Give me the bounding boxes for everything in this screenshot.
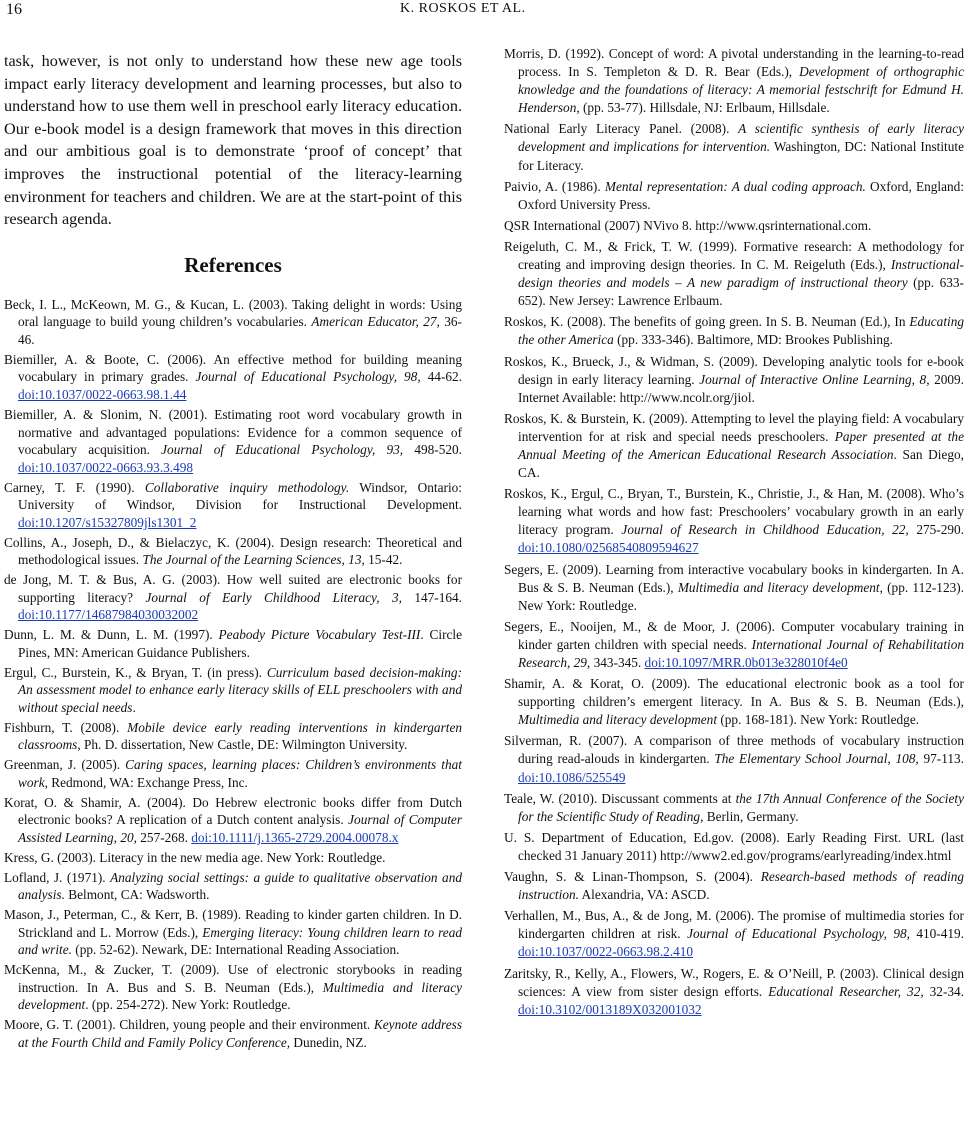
reference-pages: Belmont, CA: Wadsworth. bbox=[64, 887, 210, 903]
reference-text: Roskos, K., Ergul, C., Bryan, T., Burstein, K., Christie, J., & Han, M. (2008). Who’s learning what words and how fast: Preschoolers’ vocabulary growth in an early literacy program. bbox=[504, 486, 964, 538]
reference-pages: Alexandria, VA: ASCD. bbox=[578, 887, 710, 903]
reference-entry bbox=[504, 217, 964, 235]
doi-link[interactable]: doi:10.1177/14687984030032002 bbox=[18, 607, 199, 623]
reference-text: Biemiller, A. & Boote, C. (2006). An effective method for building meaning vocabulary in primary grades. bbox=[4, 351, 462, 385]
reference-source-title: Educational Researcher, 32, bbox=[768, 983, 924, 999]
reference-entry bbox=[4, 479, 462, 532]
page-header bbox=[0, 0, 968, 30]
reference-entry bbox=[4, 849, 462, 867]
reference-source-title: Development of orthographic knowledge and the foundations of literacy: A memorial festschrift for Edmund H. Henderson bbox=[518, 64, 964, 116]
reference-source-title: The Journal of the Learning Sciences, 13, bbox=[142, 552, 365, 568]
reference-text: Biemiller, A. & Slonim, N. (2001). Estimating root word vocabulary growth in normative and advantaged populations: Evidence for a common sequence of vocabulary acquisition. bbox=[4, 406, 462, 458]
reference-text: Carney, T. F. (1990). bbox=[4, 479, 145, 495]
reference-text: Segers, E. (2009). Learning from interactive vocabulary books in kindergarten. In A. Bus & S. B. Neuman (Eds.), bbox=[504, 561, 964, 595]
reference-source-title: Mental representation: A dual coding approach. bbox=[604, 178, 866, 194]
doi-link[interactable]: doi:10.1207/s15327809jls1301_2 bbox=[18, 514, 197, 530]
reference-pages: 15-42. bbox=[364, 552, 403, 568]
reference-pages: 44-62. bbox=[420, 369, 462, 385]
reference-source-title: Research-based methods of reading instruction. bbox=[518, 869, 964, 903]
reference-pages: 275-290. bbox=[908, 522, 964, 538]
reference-source-title: Peabody Picture Vocabulary Test-III bbox=[218, 627, 421, 643]
reference-pages: 36-46. bbox=[18, 314, 462, 347]
reference-pages: 257-268. bbox=[136, 829, 192, 845]
reference-source-title: Journal of Educational Psychology, 98, bbox=[687, 926, 910, 942]
doi-link[interactable]: doi:10.1097/MRR.0b013e328010f4e0 bbox=[644, 655, 848, 670]
reference-source-title: Emerging literacy: Young children learn to read and write. bbox=[18, 924, 463, 958]
reference-text: McKenna, M., & Zucker, T. (2009). Use of electronic storybooks in reading instruction. In A. Bus and S. B. Neuman (Eds.), bbox=[4, 962, 462, 995]
reference-pages: 343-345. bbox=[590, 655, 645, 670]
reference-entry bbox=[504, 732, 964, 786]
reference-text: Silverman, R. (2007). A comparison of three methods of vocabulary instruction during read-alouds in kindergarten. bbox=[504, 733, 964, 767]
reference-source-title: The Elementary School Journal, 108, bbox=[714, 751, 919, 767]
reference-text: Paivio, A. (1986). bbox=[504, 178, 605, 194]
references-heading: References bbox=[184, 252, 282, 277]
reference-source-title: Journal of Educational Psychology, 98, bbox=[195, 369, 421, 385]
reference-pages: . (pp. 254-272). New York: Routledge. bbox=[85, 997, 291, 1013]
reference-text: Moore, G. T. (2001). Children, young people and their environment. bbox=[4, 1017, 374, 1033]
reference-entry bbox=[4, 906, 462, 959]
reference-text: de Jong, M. T. & Bus, A. G. (2003). How well suited are electronic books for supporting literacy? bbox=[4, 572, 462, 605]
reference-pages: (pp. 633-652). New Jersey: Lawrence Erlbaum. bbox=[518, 275, 964, 309]
reference-entry bbox=[504, 410, 964, 482]
reference-entry bbox=[504, 618, 964, 672]
left-column bbox=[4, 46, 462, 1054]
reference-entry bbox=[504, 313, 964, 349]
reference-pages: , (pp. 53-77). Hillsdale, NJ: Erlbaum, Hillsdale. bbox=[576, 100, 830, 116]
running-head: K. ROSKOS ET AL. bbox=[400, 1, 526, 16]
reference-pages: 147-164. bbox=[401, 589, 463, 605]
reference-entry bbox=[4, 961, 462, 1014]
reference-source-title: Journal of Computer Assisted Learning, 20, bbox=[18, 812, 462, 845]
reference-text: QSR International (2007) NVivo 8. http://www.qsrinternational.com. bbox=[504, 217, 872, 233]
reference-source-title: Caring spaces, learning places: Children’s environments that work, bbox=[18, 757, 462, 790]
reference-text: Kress, G. (2003). Literacy in the new media age. New York: Routledge. bbox=[4, 849, 386, 865]
reference-source-title: Multimedia and literacy development bbox=[518, 712, 718, 728]
reference-text: Dunn, L. M. & Dunn, L. M. (1997). bbox=[4, 627, 219, 643]
reference-source-title: the 17th Annual Conference of the Society for the Scientific Study of Reading bbox=[518, 790, 965, 824]
reference-source-title: Journal of Interactive Online Learning, 8, bbox=[699, 371, 930, 387]
reference-source-title: Multimedia and literacy development bbox=[18, 979, 462, 1013]
reference-text: Collins, A., Joseph, D., & Bielaczyc, K. (2004). Design research: Theoretical and methodological issues. bbox=[4, 534, 462, 568]
reference-pages: Windsor, Ontario: University of Windsor, Division for Instructional Development. bbox=[18, 479, 462, 513]
reference-pages: 32-34. bbox=[923, 983, 964, 999]
reference-text: National Early Literacy Panel. (2008). bbox=[504, 121, 739, 137]
reference-text: Morris, D. (1992). Concept of word: A pivotal understanding in the learning-to-read process. In S. Templeton & D. R. Bear (Eds.), bbox=[504, 46, 964, 80]
reference-entry bbox=[504, 907, 964, 961]
reference-entry bbox=[504, 675, 964, 729]
reference-entry bbox=[504, 178, 964, 214]
reference-text: Shamir, A. & Korat, O. (2009). The educational electronic book as a tool for supporting children’s emergent literacy. In A. Bus & S. B. Neuman (Eds.), bbox=[504, 676, 964, 710]
references-list-right bbox=[504, 45, 964, 1019]
reference-pages: 2009. Internet Available: http://www.ncolr.org/jiol. bbox=[518, 371, 965, 405]
reference-source-title: International Journal of Rehabilitation Research, 29, bbox=[518, 636, 965, 670]
reference-source-title: Keynote address at the Fourth Child and Family Policy Conference, bbox=[18, 1017, 462, 1050]
reference-source-title: Journal of Research in Childhood Education, 22, bbox=[621, 522, 909, 538]
reference-entry bbox=[4, 869, 462, 904]
reference-entry bbox=[4, 719, 462, 754]
reference-entry bbox=[4, 351, 462, 404]
reference-pages: 498-520. bbox=[403, 442, 462, 458]
reference-entry bbox=[4, 794, 462, 847]
reference-entry bbox=[504, 829, 964, 865]
reference-source-title: Paper presented at the Annual Meeting of the American Educational Research Association bbox=[518, 428, 964, 462]
reference-pages: . Circle Pines, MN: American Guidance Publishers. bbox=[18, 627, 462, 660]
reference-text: Segers, E., Nooijen, M., & de Moor, J. (2006). Computer vocabulary training in kinder garten children with special needs. bbox=[504, 618, 964, 652]
reference-pages: Redmond, WA: Exchange Press, Inc. bbox=[47, 774, 248, 790]
reference-text: Vaughn, S. & Linan-Thompson, S. (2004). bbox=[504, 869, 761, 885]
reference-text: Mason, J., Peterman, C., & Kerr, B. (1989). Reading to kinder garten children. In D. Strickland and L. Morrow (Eds.), bbox=[4, 907, 462, 940]
reference-entry bbox=[504, 561, 964, 615]
reference-entry bbox=[4, 1016, 462, 1051]
reference-entry bbox=[504, 868, 964, 904]
reference-pages: , Berlin, Germany. bbox=[700, 808, 799, 824]
reference-source-title: Journal of Educational Psychology, 93, bbox=[161, 442, 404, 458]
reference-pages: (pp. 333-346). Baltimore, MD: Brookes Publishing. bbox=[613, 332, 894, 348]
reference-source-title: Multimedia and literacy development bbox=[677, 579, 880, 595]
reference-entry bbox=[504, 238, 964, 310]
page-number: 16 bbox=[6, 1, 22, 18]
body-paragraph: task, however, is not only to understand how these new age tools impact early literacy development and learning processes, but also to understand how to use them well in preschool early literacy education. Our e-book model is a design framework that moves in this direction and our ambitious goal is to demonstrate ‘proof of concept’ that improves the instructional potential of the literacy-learning environment for teachers and children. We are at the start-point of this research agenda. bbox=[4, 52, 462, 229]
doi-link[interactable]: doi:10.1037/0022-0663.98.1.44 bbox=[18, 387, 187, 403]
reference-entry bbox=[4, 626, 462, 661]
reference-source-title: Educating the other America bbox=[518, 314, 964, 348]
reference-pages: 410-419. bbox=[909, 926, 964, 942]
reference-text: Korat, O. & Shamir, A. (2004). Do Hebrew electronic books differ from Dutch electronic books? A replication of a Dutch content analysis. bbox=[4, 794, 462, 828]
reference-entry bbox=[4, 534, 462, 569]
reference-entry bbox=[504, 965, 964, 1019]
doi-link[interactable]: doi:10.1037/0022-0663.98.2.410 bbox=[518, 944, 694, 960]
reference-text: Zaritsky, R., Kelly, A., Flowers, W., Rogers, E. & O’Neill, P. (2003). Clinical design sciences: A view from sister design efforts. bbox=[504, 965, 964, 999]
reference-source-title: Instructional-design theories and models – A new paradigm of instructional theory bbox=[518, 257, 964, 291]
reference-entry bbox=[4, 664, 462, 717]
reference-text: Greenman, J. (2005). bbox=[4, 757, 126, 773]
reference-text: Verhallen, M., Bus, A., & de Jong, M. (2006). The promise of multimedia stories for kindergarten children at risk. bbox=[504, 908, 964, 942]
reference-pages: , (pp. 112-123). New York: Routledge. bbox=[518, 579, 964, 613]
reference-source-title: A scientific synthesis of early literacy development and implications for intervention. bbox=[518, 121, 964, 155]
reference-text: Roskos, K. & Burstein, K. (2009). Attempting to level the playing field: A vocabulary intervention for at risk and special needs preschoolers. bbox=[504, 410, 964, 444]
doi-link[interactable]: doi:10.1086/525549 bbox=[518, 769, 626, 785]
doi-link[interactable]: doi:10.1111/j.1365-2729.2004.00078.x bbox=[191, 829, 399, 845]
reference-pages: (pp. 168-181). New York: Routledge. bbox=[717, 712, 920, 728]
reference-pages: Dunedin, NZ. bbox=[290, 1034, 367, 1050]
reference-entry bbox=[4, 296, 462, 349]
reference-source-title: Collaborative inquiry methodology. bbox=[144, 479, 350, 495]
reference-pages: , Ph. D. dissertation, New Castle, DE: Wilmington University. bbox=[77, 737, 408, 753]
reference-text: Roskos, K., Brueck, J., & Widman, S. (2009). Developing analytic tools for e-book design in early literacy learning. bbox=[504, 353, 964, 387]
reference-pages: . San Diego, CA. bbox=[518, 446, 964, 481]
reference-source-title: Curriculum based decision-making: An assessment model to enhance early literacy skills of ELL preschoolers with and without special needs bbox=[18, 664, 462, 715]
reference-entry bbox=[504, 353, 964, 407]
reference-text: Beck, I. L., McKeown, M. G., & Kucan, L. (2003). Taking delight in words: Using oral language to build young children’s vocabularies. bbox=[4, 296, 462, 330]
reference-entry bbox=[504, 485, 964, 557]
reference-source-title: Mobile device early reading interventions in kindergarten classrooms bbox=[18, 719, 463, 753]
reference-entry bbox=[4, 406, 462, 476]
right-column bbox=[504, 45, 964, 1022]
doi-link[interactable]: doi:10.3102/0013189X032001032 bbox=[518, 1001, 702, 1017]
references-list-left bbox=[4, 296, 462, 1052]
reference-pages: Washington, DC: National Institute for Literacy. bbox=[518, 139, 964, 173]
reference-text: Fishburn, T. (2008). bbox=[4, 719, 128, 735]
reference-pages: Oxford, England: Oxford University Press. bbox=[518, 178, 964, 212]
reference-pages: . bbox=[132, 699, 136, 715]
reference-entry bbox=[504, 45, 964, 117]
doi-link[interactable]: doi:10.1080/02568540809594627 bbox=[518, 540, 699, 556]
reference-source-title: Journal of Early Childhood Literacy, 3, bbox=[145, 589, 402, 605]
doi-link[interactable]: doi:10.1037/0022-0663.93.3.498 bbox=[18, 459, 194, 475]
reference-entry bbox=[4, 571, 462, 624]
reference-text: Reigeluth, C. M., & Frick, T. W. (1999). Formative research: A methodology for creating and improving design theories. In C. M. Reigeluth (Eds.), bbox=[504, 238, 964, 273]
reference-entry bbox=[504, 790, 964, 826]
reference-text: U. S. Department of Education, Ed.gov. (2008). Early Reading First. URL (last checked 31 January 2011) http://www2.ed.gov/programs/earlyreading/index.html bbox=[504, 829, 964, 863]
reference-pages: (pp. 52-62). Newark, DE: International Reading Association. bbox=[71, 942, 400, 958]
reference-entry bbox=[504, 120, 964, 174]
reference-text: Lofland, J. (1971). bbox=[4, 869, 111, 885]
reference-text: Roskos, K. (2008). The benefits of going green. In S. B. Neuman (Ed.), In bbox=[504, 314, 910, 330]
reference-source-title: Analyzing social settings: a guide to qualitative observation and analysis. bbox=[18, 869, 462, 903]
reference-text: Ergul, C., Burstein, K., & Bryan, T. (in press). bbox=[4, 664, 267, 680]
reference-source-title: American Educator, 27, bbox=[311, 314, 440, 330]
reference-pages: 97-113. bbox=[918, 751, 965, 767]
reference-text: Teale, W. (2010). Discussant comments at bbox=[504, 790, 736, 806]
reference-entry bbox=[4, 756, 462, 791]
